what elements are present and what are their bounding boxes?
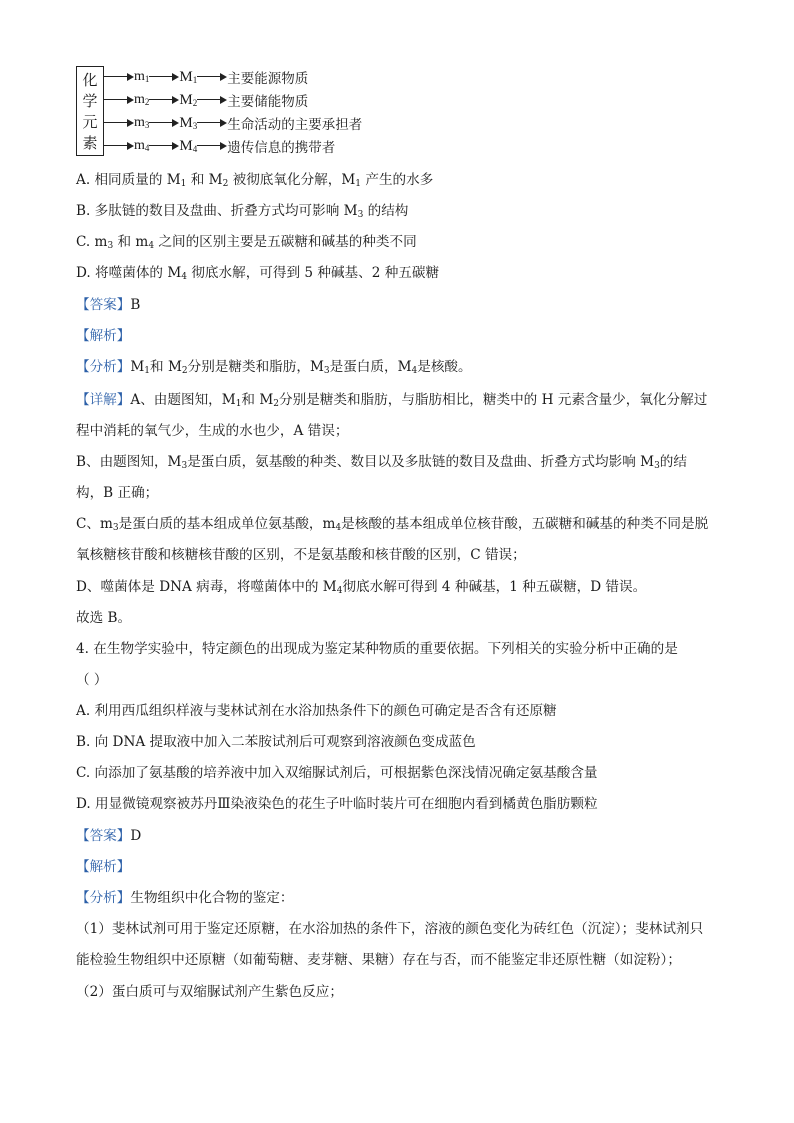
q3-analysis-heading [76, 326, 130, 346]
function-label: 生命活动的主要承担者 [227, 117, 363, 133]
q4-point1-line1: （1）斐林试剂可用于鉴定还原糖，在水浴加热的条件下，溶液的颜色变化为砖红色（沉淀）；斐林试剂只 [76, 921, 704, 937]
polymer-label: $M_4$ [179, 137, 198, 154]
arrow-right-icon [104, 141, 134, 151]
arrow-right-icon [197, 141, 227, 151]
q3-detail-b-line2: 构，B 正确； [76, 485, 159, 501]
chemical-elements-box [76, 66, 104, 156]
xiangjie-tag: 【详解】 [76, 392, 131, 408]
arrow-right-icon [197, 95, 227, 105]
q3-conclusion: 故选 B。 [76, 610, 132, 626]
q4-analysis-heading [76, 857, 130, 877]
elements-char: 学 [82, 91, 98, 110]
arrow-right-icon [104, 95, 134, 105]
analysis-tag: 【解析】 [76, 859, 131, 875]
polymer-label: $M_1$ [179, 68, 198, 85]
diagram-row [104, 90, 308, 110]
monomer-label: $m_1$ [134, 69, 150, 84]
q4-point1-line2: 能检验生物组织中还原糖（如葡萄糖、麦芽糖、果糖）存在与否，而不能鉴定非还原性糖（如淀粉）； [76, 952, 681, 968]
arrow-right-icon [149, 95, 179, 105]
diagram-row [104, 67, 308, 87]
polymer-label: $M_3$ [179, 114, 198, 131]
monomer-label: $m_4$ [134, 138, 150, 153]
arrow-right-icon [197, 72, 227, 82]
q4-option-d: D. 用显微镜观察被苏丹Ⅲ染液染色的花生子叶临时装片可在细胞内看到橘黄色脂肪颗粒 [76, 796, 598, 812]
q4-stem-line1: 4. 在生物学实验中，特定颜色的出现成为鉴定某种物质的重要依据。下列相关的实验分析中正确的是 [76, 641, 678, 657]
fenxi-tag: 【分析】 [76, 359, 131, 375]
q3-answer: 【答案】B [76, 297, 141, 313]
polymer-label: $M_2$ [179, 91, 198, 108]
chemical-elements-diagram [76, 66, 376, 160]
q3-option-a: A. 相同质量的 $M_1$ 和 $M_2$ 被彻底氧化分解，$M_1$ 产生的水多 [76, 172, 434, 189]
q4-option-c: C. 向添加了氨基酸的培养液中加入双缩脲试剂后，可根据紫色深浅情况确定氨基酸含量 [76, 765, 598, 781]
q3-detail-d: D、噬菌体是 DNA 病毒，将噬菌体中的 $M_4$彻底水解可得到 4 种碱基，1 种五碳糖，D 错误。 [76, 579, 647, 596]
q4-point2: （2）蛋白质可与双缩脲试剂产生紫色反应； [76, 984, 343, 1000]
q3-detail-b-line1: B、由题图知，$M_3$是蛋白质，氨基酸的种类、数目以及多肽链的数目及盘曲、折叠方式均影响 $M_3$的结 [76, 454, 687, 471]
fenxi-tag: 【分析】 [76, 890, 131, 906]
arrow-right-icon [149, 141, 179, 151]
q3-option-c: C. $m_3$ 和 $m_4$ 之间的区别主要是五碳糖和碱基的种类不同 [76, 234, 417, 251]
q3-fenxi: 【分析】$M_1$和 $M_2$分别是糖类和脂肪，$M_3$是蛋白质，$M_4$是核酸。 [76, 359, 472, 376]
answer-tag: 【答案】 [76, 297, 131, 313]
elements-char: 化 [82, 70, 98, 89]
elements-char: 素 [82, 133, 98, 152]
arrow-right-icon [104, 72, 134, 82]
function-label: 主要能源物质 [227, 71, 309, 87]
answer-tag: 【答案】 [76, 828, 131, 844]
arrow-right-icon [197, 118, 227, 128]
q3-detail-c-line1: C、$m_3$是蛋白质的基本组成单位氨基酸，$m_4$是核酸的基本组成单位核苷酸，五碳糖和碱基的种类不同是脱 [76, 516, 709, 533]
q4-fenxi: 【分析】生物组织中化合物的鉴定： [76, 890, 294, 906]
q3-option-b: B. 多肽链的数目及盘曲、折叠方式均可影响 $M_3$ 的结构 [76, 203, 409, 220]
monomer-label: $m_2$ [134, 92, 150, 107]
function-label: 遗传信息的携带者 [227, 140, 336, 156]
q4-stem-line2: （ ） [76, 672, 108, 688]
q3-option-d: D. 将噬菌体的 $M_4$ 彻底水解，可得到 5 种碱基、2 种五碳糖 [76, 265, 440, 282]
q3-detail-a-line1: 【详解】A、由题图知，$M_1$和 $M_2$分别是糖类和脂肪，与脂肪相比，糖类中的 H 元素含量少，氧化分解过 [76, 392, 708, 409]
function-label: 主要储能物质 [227, 94, 309, 110]
q4-option-b: B. 向 DNA 提取液中加入二苯胺试剂后可观察到溶液颜色变成蓝色 [76, 734, 476, 750]
arrow-right-icon [149, 72, 179, 82]
arrow-right-icon [149, 118, 179, 128]
q3-detail-c-line2: 氧核糖核苷酸和核糖核苷酸的区别，不是氨基酸和核苷酸的区别，C 错误； [76, 547, 526, 563]
q4-option-a: A. 利用西瓜组织样液与斐林试剂在水浴加热条件下的颜色可确定是否含有还原糖 [76, 703, 557, 719]
diagram-row [104, 136, 335, 156]
q4-answer: 【答案】D [76, 828, 142, 844]
elements-char: 元 [82, 112, 98, 131]
analysis-tag: 【解析】 [76, 328, 131, 344]
monomer-label: $m_3$ [134, 115, 150, 130]
diagram-row [104, 113, 362, 133]
arrow-right-icon [104, 118, 134, 128]
q3-detail-a-line2: 程中消耗的氧气少，生成的水也少，A 错误； [76, 423, 349, 439]
